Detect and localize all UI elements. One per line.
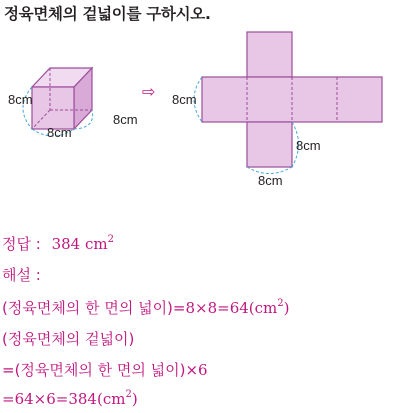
solution-label: 해설 : [2, 266, 41, 284]
answer-value: 384 [51, 235, 81, 253]
cube-height-label: 8cm [8, 92, 33, 107]
net-bottom-label: 8cm [258, 173, 283, 188]
cube-and-net-figure [0, 0, 400, 200]
solution-line-4: $=64\times 6=384(cm^2)$ [2, 389, 138, 408]
answer-exponent: 2 [107, 234, 115, 245]
net-right-label: 8cm [296, 138, 321, 153]
solution-line-2: (정육면체의 겉넓이) [2, 330, 135, 348]
cube-depth-label: 8cm [113, 112, 138, 127]
solution-line-1: (정육면체의 한 면의 넓이)$=8\times 8=64(cm^2)$ [2, 298, 290, 317]
question-text: 정육면체의 겉넓이를 구하시오. [4, 5, 211, 23]
answer-unit: cm [85, 235, 108, 253]
arrow-icon: ⇨ [142, 82, 156, 101]
solution-line-3: =(정육면체의 한 면의 넓이)×6 [2, 361, 208, 379]
answer-label: 정답 : [2, 235, 41, 253]
cube-net-drawing [194, 32, 382, 174]
answer-line [2, 233, 114, 254]
cube-width-label: 8cm [47, 125, 72, 140]
net-left-label: 8cm [172, 92, 197, 107]
